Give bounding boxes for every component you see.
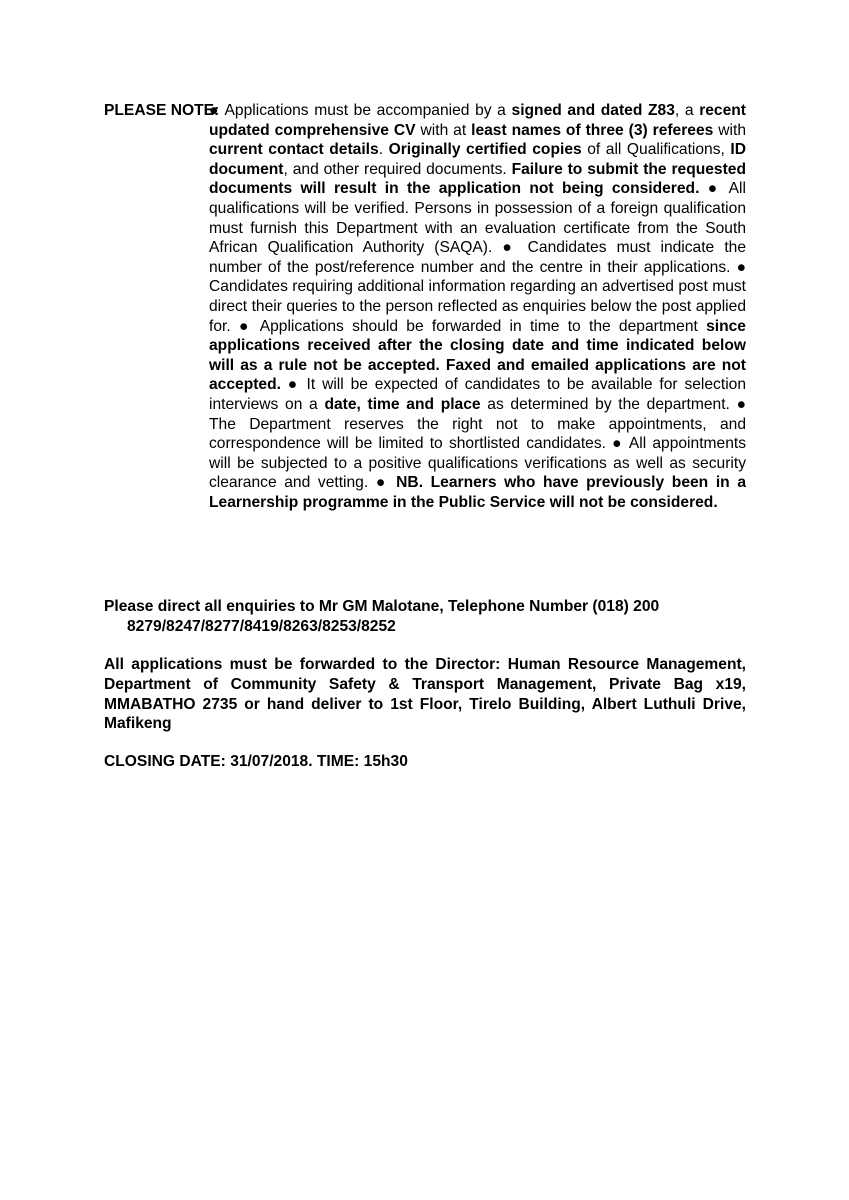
note-text-segment: , a <box>674 102 700 119</box>
note-text-segment: ● All qualifications will be verified. Persons in possession of a foreign qualification must furnish this Department with an evaluation certificate from the South African Qualification Authority (SAQA). ● Candidates must indicate the number of the post/reference number and the centre in their applications. ● Candidates requiring additional information regarding an advertised post must direct their queries to the person reflected as enquiries below the post applied for. ● Applications should be forwarded in time to the department <box>209 180 746 335</box>
note-bold-segment: since applications received after the closing date and time indicated below will as a rule not be accepted. Faxed and emailed applications are not accepted. <box>209 317 746 394</box>
note-text-segment: as determined by the department. ● The Department reserves the right not to make appointments, and correspondence will be limited to shortlisted candidates. ● All appointments will be subjected to a positive qualifications verifications as well as security clearance and vetting. <box>209 395 747 492</box>
note-text-segment: of all Qualifications, <box>581 141 731 159</box>
note-text-segment: with at <box>415 121 472 139</box>
please-note-label: PLEASE NOTE: <box>104 102 220 119</box>
note-bold-segment: date, time and place <box>324 395 481 413</box>
note-text-segment: , and other required documents. <box>283 160 512 178</box>
please-note-section <box>104 101 746 512</box>
forwarding-paragraph: All applications must be forwarded to the Director: Human Resource Management, Department of Community Safety & Transport Management, Private Bag x19, MMABATHO 2735 or hand deliver to 1st Floor, Tirelo Building, Albert Luthuli Drive, Mafikeng <box>104 656 746 733</box>
enquiries-paragraph <box>104 597 746 637</box>
note-text-segment: with <box>713 121 746 139</box>
closing-date: CLOSING DATE: 31/07/2018. TIME: 15h30 <box>104 753 408 770</box>
enquiries-line-2: 8279/8247/8277/8419/8263/8253/8252 <box>127 617 396 635</box>
note-bold-segment: signed and dated Z83 <box>511 102 675 119</box>
note-bold-segment: Failure to submit the requested documents will result in the application not being considered. <box>209 160 746 198</box>
please-note-body <box>104 101 746 512</box>
note-bold-segment: Originally certified copies <box>388 141 582 159</box>
note-bold-segment: ● NB. Learners who have previously been in a Learnership programme in the Public Service will not be considered. <box>209 474 746 511</box>
note-bold-segment: recent updated comprehensive CV <box>209 102 746 139</box>
note-text-segment: . <box>378 141 389 159</box>
note-bold-segment: ID document <box>209 141 747 178</box>
note-text-segment: ● Applications must be accompanied by a <box>209 102 512 119</box>
enquiries-line-1: Please direct all enquiries to Mr GM Malotane, Telephone Number (018) 200 <box>104 598 660 615</box>
note-text-segment: ● It will be expected of candidates to be available for selection interviews on a <box>209 376 746 413</box>
note-bold-segment: current contact details <box>209 141 379 159</box>
note-bold-segment: least names of three (3) referees <box>471 121 714 139</box>
